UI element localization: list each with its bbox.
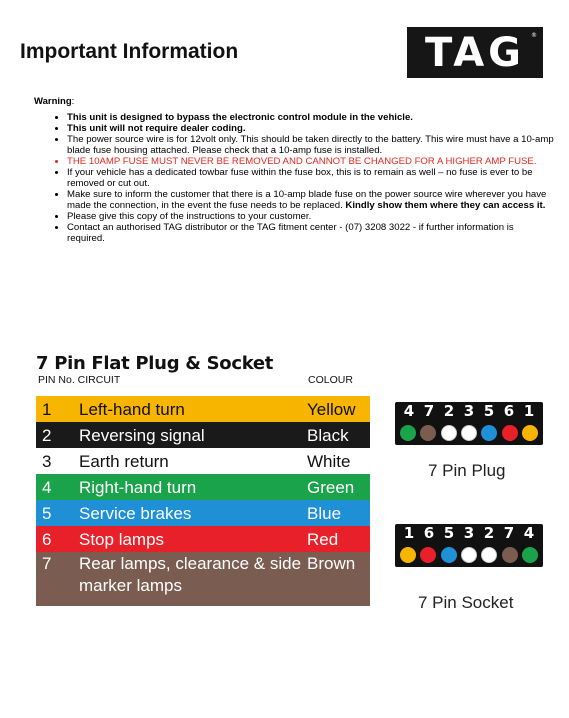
- pin-table: [36, 396, 370, 606]
- registered-mark: ®: [531, 32, 537, 39]
- plug-connector-diagram: [395, 402, 543, 445]
- pin-colour: Red: [307, 530, 339, 549]
- plug-pin-dot: [502, 425, 518, 441]
- warning-item: [67, 189, 554, 211]
- colour-header: COLOUR: [308, 374, 353, 386]
- pin-row-6: [36, 526, 370, 552]
- plug-pin-dot: [461, 425, 477, 441]
- plug-pin-dot: [400, 425, 416, 441]
- pin-colour: Brown: [307, 554, 356, 573]
- pin-row-4: [36, 474, 370, 500]
- plug-pin-dots: [400, 425, 538, 441]
- plug-pin-numbers: [395, 402, 543, 420]
- warning-item-text: Make sure to inform the customer that there is a 10-amp blade fuse on the power source wire wherever you have made the connection, in the event the fuse needs to be replaced.: [67, 189, 547, 211]
- warning-item: [67, 112, 554, 123]
- warning-item: [67, 156, 554, 167]
- pin-section-title: 7 Pin Flat Plug & Socket: [36, 353, 274, 374]
- warning-item-text: If your vehicle has a dedicated towbar fuse within the fuse box, this is to remain as well – no fuse is ever to be removed or cut out.: [67, 167, 533, 189]
- pin-number: 6: [42, 530, 52, 549]
- socket-pin-dot: [420, 547, 436, 563]
- socket-pin-dot: [502, 547, 518, 563]
- pin-circuit: Earth return: [79, 452, 169, 471]
- warning-item-text: The power source wire is for 12volt only. This should be taken directly to the battery. This wire must have a 10-amp blade fuse housing attached. Please check that a 10-amp fuse is installed.: [67, 134, 554, 156]
- socket-pin-dots: [400, 547, 538, 563]
- pin-circuit: Right-hand turn: [79, 478, 197, 497]
- warning-item: [67, 134, 554, 156]
- warning-item-text: THE 10AMP FUSE MUST NEVER BE REMOVED AND CANNOT BE CHANGED FOR A HIGHER AMP FUSE.: [67, 156, 537, 167]
- warning-item-emphasis: Kindly show them where they can access it.: [345, 200, 546, 211]
- socket-pin-number: 6: [423, 524, 435, 542]
- socket-caption: 7 Pin Socket: [418, 593, 514, 612]
- pin-colour: Black: [307, 426, 349, 445]
- pin-row-3: [36, 448, 370, 474]
- pin-row-1: [36, 396, 370, 422]
- pin-number: 2: [42, 426, 52, 445]
- plug-pin-number: 4: [403, 402, 415, 420]
- warning-item: [67, 211, 554, 222]
- plug-pin-number: 1: [523, 402, 535, 420]
- pin-colour: Green: [307, 478, 355, 497]
- socket-pin-dot: [481, 547, 497, 563]
- plug-pin-number: 6: [503, 402, 515, 420]
- warning-label-colon: :: [71, 96, 75, 107]
- socket-pin-dot: [400, 547, 416, 563]
- tag-logo: [407, 27, 543, 78]
- pin-circuit: Reversing signal: [79, 426, 205, 445]
- warning-item: [67, 222, 554, 244]
- socket-pin-number: 5: [443, 524, 455, 542]
- warning-item-text: This unit is designed to bypass the electronic control module in the vehicle.: [67, 112, 413, 123]
- pin-colour: Blue: [307, 504, 342, 523]
- warning-label: [34, 96, 74, 107]
- pin-row-7: [36, 552, 370, 606]
- pin-circuit: Rear lamps, clearance & side marker lamps: [79, 554, 302, 595]
- socket-pin-dot: [522, 547, 538, 563]
- plug-pin-dot: [441, 425, 457, 441]
- page-title: Important Information: [20, 40, 239, 63]
- socket-pin-number: 7: [503, 524, 515, 542]
- pin-circuit: Stop lamps: [79, 530, 165, 549]
- pin-circuit: Service brakes: [79, 504, 192, 523]
- pin-number: 4: [42, 478, 52, 497]
- socket-pin-number: 1: [403, 524, 415, 542]
- socket-pin-number: 4: [523, 524, 535, 542]
- plug-pin-dot: [420, 425, 436, 441]
- pin-number: 7: [42, 554, 52, 573]
- pin-number: 3: [42, 452, 52, 471]
- plug-pin-dot: [481, 425, 497, 441]
- pin-circuit: Left-hand turn: [79, 400, 185, 419]
- warning-item: [67, 167, 554, 189]
- warning-item-text: This unit will not require dealer coding.: [67, 123, 246, 134]
- warning-item-text: Please give this copy of the instructions to your customer.: [67, 211, 312, 222]
- plug-pin-number: 5: [483, 402, 495, 420]
- socket-pin-number: 3: [463, 524, 475, 542]
- socket-pin-dot: [441, 547, 457, 563]
- plug-caption: 7 Pin Plug: [428, 461, 506, 480]
- warning-item: [67, 123, 554, 134]
- socket-pin-dot: [461, 547, 477, 563]
- pin-colour: Yellow: [307, 400, 356, 419]
- pin-number: 1: [42, 400, 52, 419]
- socket-pin-number: 2: [483, 524, 495, 542]
- pin-colour: White: [307, 452, 351, 471]
- pin-row-2: [36, 422, 370, 448]
- socket-connector-diagram: [395, 524, 543, 567]
- warning-label-text: Warning: [34, 96, 72, 107]
- socket-pin-numbers: [395, 524, 543, 542]
- logo-text: TAG: [425, 29, 525, 76]
- plug-pin-number: 3: [463, 402, 475, 420]
- warning-list: [34, 112, 554, 244]
- pin-circuit-header: PIN No. CIRCUIT: [38, 374, 121, 386]
- warning-item-text: Contact an authorised TAG distributor or the TAG fitment center - (07) 3208 3022 - if further information is required.: [67, 222, 514, 244]
- pin-row-5: [36, 500, 370, 526]
- plug-pin-number: 7: [423, 402, 435, 420]
- plug-pin-dot: [522, 425, 538, 441]
- pin-number: 5: [42, 504, 52, 523]
- plug-pin-number: 2: [443, 402, 455, 420]
